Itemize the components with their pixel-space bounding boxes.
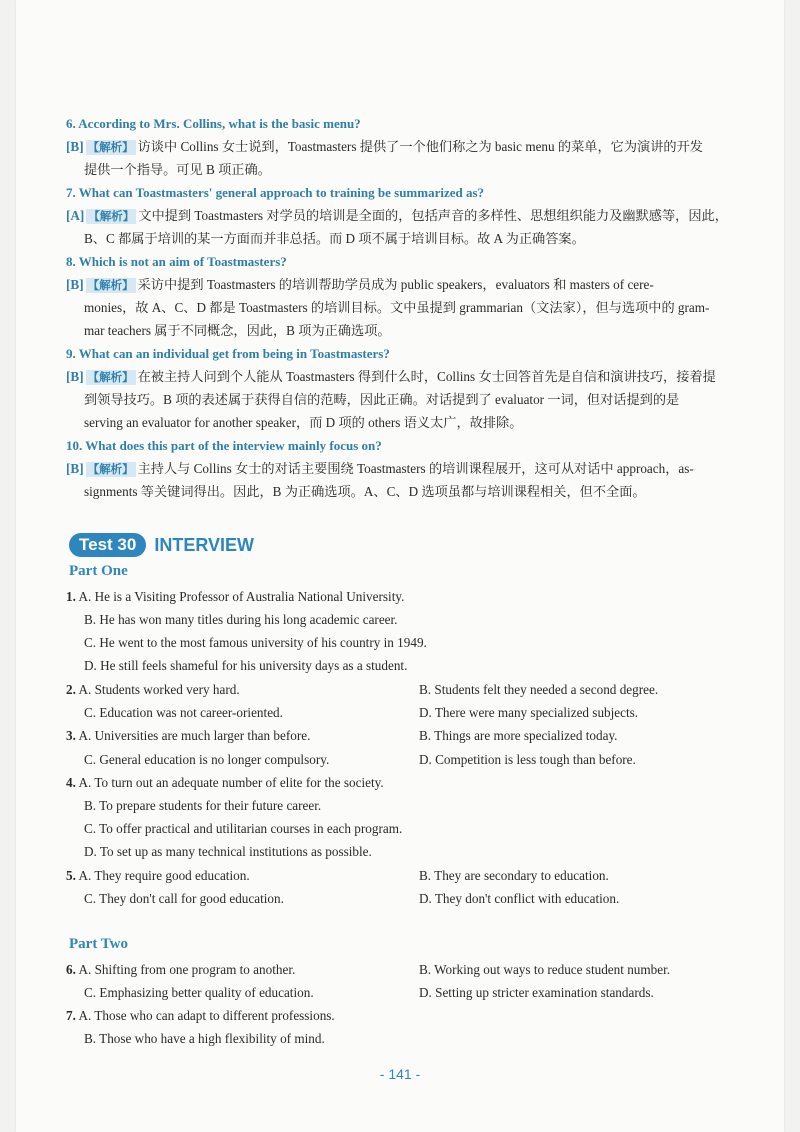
- explanation-cont: B、C 都属于培训的某一方面而并非总括。而 D 项不属于培训目标。故 A 为正确答案。: [84, 231, 585, 246]
- question-number: 2.: [66, 682, 76, 697]
- question-number: 5.: [66, 868, 76, 883]
- analysis-label: 【解析】: [87, 278, 134, 292]
- test-badge: Test 30: [69, 533, 146, 557]
- explanation-cont: 提供一个指导。可见 B 项正确。: [84, 162, 271, 177]
- question-1-option-c: C. He went to the most famous university of his country in 1949.: [84, 635, 427, 650]
- option-text: A. He is a Visiting Professor of Australia National University.: [78, 589, 405, 604]
- question-2-option-b: B. Students felt they needed a second degree.: [419, 682, 659, 697]
- explanation-cont: serving an evaluator for another speaker，而 D 项的 others 语义太广，故排除。: [84, 415, 523, 430]
- question-6-option-a: [66, 961, 295, 979]
- answer-tag: [B]: [66, 277, 84, 292]
- question-heading: 10. What does this part of the interview mainly focus on?: [66, 438, 382, 453]
- question-6-option-b: B. Working out ways to reduce student number.: [419, 962, 671, 977]
- test-title: INTERVIEW: [154, 534, 255, 555]
- question-6-option-d: D. Setting up stricter examination standards.: [419, 985, 654, 1000]
- option-text: A. Shifting from one program to another.: [78, 962, 296, 977]
- question-3-option-a: [66, 727, 310, 745]
- question-7-option-b: B. Those who have a high flexibility of mind.: [84, 1031, 325, 1046]
- page-number: - 141 -: [379, 1066, 421, 1082]
- question-number: 6.: [66, 962, 76, 977]
- question-heading: 7. What can Toastmasters' general approach to training be summarized as?: [66, 185, 485, 200]
- question-6-option-c: C. Emphasizing better quality of education.: [84, 985, 314, 1000]
- question-3-option-b: B. Things are more specialized today.: [419, 728, 618, 743]
- question-heading: 6. According to Mrs. Collins, what is the basic menu?: [66, 116, 361, 131]
- test-heading: [69, 533, 254, 557]
- explanation-text: 采访中提到 Toastmasters 的培训帮助学员成为 public speakers，evaluators 和 masters of cere-: [137, 277, 654, 292]
- part-one-heading: Part One: [69, 563, 128, 579]
- option-text: A. They require good education.: [78, 868, 250, 883]
- question-number: 3.: [66, 728, 76, 743]
- question-3-option-d: D. Competition is less tough than before.: [419, 752, 636, 767]
- analysis-label: 【解析】: [87, 140, 134, 154]
- question-4-option-d: D. To set up as many technical institutions as possible.: [84, 844, 372, 859]
- answer-tag: [B]: [66, 139, 84, 154]
- explanation-text: 在被主持人问到个人能从 Toastmasters 得到什么时，Collins 女士回答首先是自信和演讲技巧，接着提: [137, 369, 716, 384]
- question-4-option-c: C. To offer practical and utilitarian courses in each program.: [84, 821, 403, 836]
- question-5-option-b: B. They are secondary to education.: [419, 868, 609, 883]
- question-4-option-b: B. To prepare students for their future career.: [84, 798, 322, 813]
- explanation-cont: monies，故 A、C、D 都是 Toastmasters 的培训目标。文中虽提到 grammarian（文法家），但与选项中的 gram-: [84, 300, 710, 315]
- answer-explanation: [66, 273, 728, 342]
- answer-tag: [B]: [66, 369, 84, 384]
- answer-explanation: [66, 135, 728, 181]
- question-heading: 8. Which is not an aim of Toastmasters?: [66, 254, 287, 269]
- question-2-option-a: [66, 681, 240, 699]
- part-two-heading: Part Two: [69, 936, 129, 952]
- question-2-option-d: D. There were many specialized subjects.: [419, 705, 639, 720]
- question-2-option-c: C. Education was not career-oriented.: [84, 705, 283, 720]
- analysis-label: 【解析】: [87, 370, 134, 384]
- option-text: A. Students worked very hard.: [78, 682, 240, 697]
- question-number: 1.: [66, 589, 76, 604]
- explanation-cont: mar teachers 属于不同概念，因此，B 项为正确选项。: [84, 323, 391, 338]
- question-5-option-c: C. They don't call for good education.: [84, 891, 284, 906]
- analysis-label: 【解析】: [87, 462, 134, 476]
- answer-tag: [A]: [66, 208, 85, 223]
- option-text: A. Those who can adapt to different professions.: [78, 1008, 335, 1023]
- question-5-option-d: D. They don't conflict with education.: [419, 891, 620, 906]
- explanation-text: 访谈中 Collins 女士说到，Toastmasters 提供了一个他们称之为 basic menu 的菜单，它为演讲的开发: [137, 139, 703, 154]
- answer-tag: [B]: [66, 461, 84, 476]
- answer-explanation: [66, 365, 728, 434]
- question-5-option-a: [66, 867, 250, 885]
- explanation-cont: 到领导技巧。B 项的表述属于获得自信的范畴，因此正确。对话提到了 evaluator 一词，但对话提到的是: [84, 392, 680, 407]
- explanation-text: 主持人与 Collins 女士的对话主要围绕 Toastmasters 的培训课程展开，这可从对话中 approach，as-: [137, 461, 694, 476]
- question-1-option-d: D. He still feels shameful for his university days as a student.: [84, 658, 408, 673]
- explanation-text: 文中提到 Toastmasters 对学员的培训是全面的，包括声音的多样性、思想组织能力及幽默感等，因此，: [138, 208, 728, 223]
- question-4-option-a: [66, 774, 384, 792]
- question-3-option-c: C. General education is no longer compulsory.: [84, 752, 330, 767]
- analysis-label: 【解析】: [88, 209, 135, 223]
- question-7-option-a: [66, 1007, 335, 1025]
- question-number: 4.: [66, 775, 76, 790]
- option-text: A. To turn out an adequate number of elite for the society.: [78, 775, 384, 790]
- question-1-option-b: B. He has won many titles during his long academic career.: [84, 612, 398, 627]
- question-number: 7.: [66, 1008, 76, 1023]
- answer-explanation: [66, 204, 728, 250]
- option-text: A. Universities are much larger than before.: [78, 728, 311, 743]
- question-heading: 9. What can an individual get from being in Toastmasters?: [66, 346, 390, 361]
- explanation-cont: signments 等关键词得出。因此，B 为正确选项。A、C、D 选项虽都与培训课程相关，但不全面。: [84, 484, 646, 499]
- answer-explanation: [66, 457, 728, 503]
- answer-explanations: [66, 113, 728, 504]
- question-1-option-a: [66, 588, 404, 606]
